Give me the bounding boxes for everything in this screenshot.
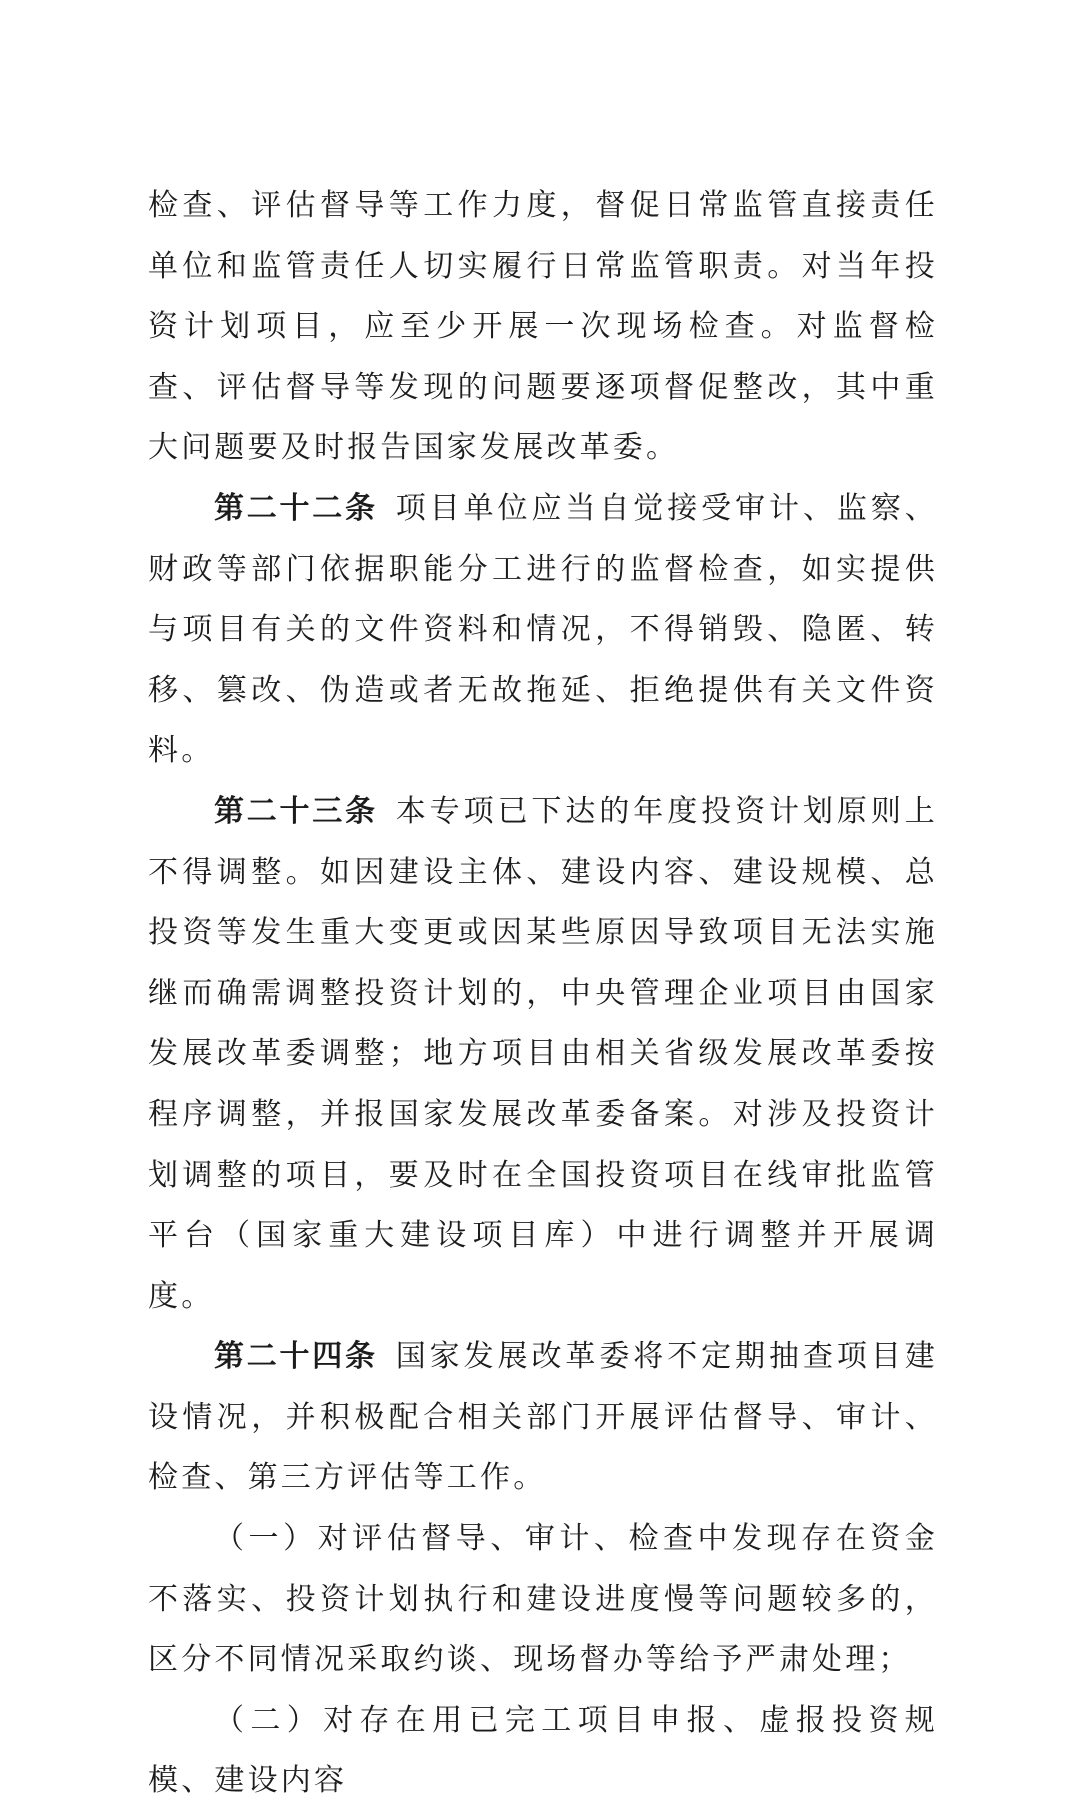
article-title: 第二十四条 (214, 1339, 378, 1375)
paragraph-article-22 (148, 479, 938, 782)
article-title: 第二十二条 (214, 490, 378, 526)
paragraph-text: 检查、评估督导等工作力度，督促日常监管直接责任单位和监管责任人切实履行日常监管职责。对当年投资计划项目，应至少开展一次现场检查。对监督检查、评估督导等发现的问题要逐项督促整改，其中重大问题要及时报告国家发展改革委。 (148, 188, 938, 466)
paragraph-text: （二）对存在用已完工项目申报、虚报投资规模、建设内容 (148, 1702, 938, 1799)
paragraph-continuation (148, 176, 938, 479)
document-body (148, 176, 938, 1812)
paragraph-item-2 (148, 1691, 938, 1812)
paragraph-article-23 (148, 782, 938, 1327)
paragraph-text: 本专项已下达的年度投资计划原则上不得调整。如因建设主体、建设内容、建设规模、总投资等发生重大变更或因某些原因导致项目无法实施继而确需调整投资计划的，中央管理企业项目由国家发展改革委调整；地方项目由相关省级发展改革委按程序调整，并报国家发展改革委备案。对涉及投资计划调整的项目，要及时在全国投资项目在线审批监管平台（国家重大建设项目库）中进行调整并开展调度。 (148, 793, 939, 1314)
paragraph-text: （一）对评估督导、审计、检查中发现存在资金不落实、投资计划执行和建设进度慢等问题较多的，区分不同情况采取约谈、现场督办等给予严肃处理； (148, 1521, 938, 1678)
paragraph-item-1 (148, 1509, 938, 1691)
paragraph-article-24 (148, 1327, 938, 1509)
paragraph-text: 项目单位应当自觉接受审计、监察、财政等部门依据职能分工进行的监督检查，如实提供与项目有关的文件资料和情况，不得销毁、隐匿、转移、篡改、伪造或者无故拖延、拒绝提供有关文件资料。 (148, 490, 939, 769)
article-title: 第二十三条 (214, 793, 378, 829)
paragraph-text: 国家发展改革委将不定期抽查项目建设情况，并积极配合相关部门开展评估督导、审计、检查、第三方评估等工作。 (148, 1339, 939, 1496)
